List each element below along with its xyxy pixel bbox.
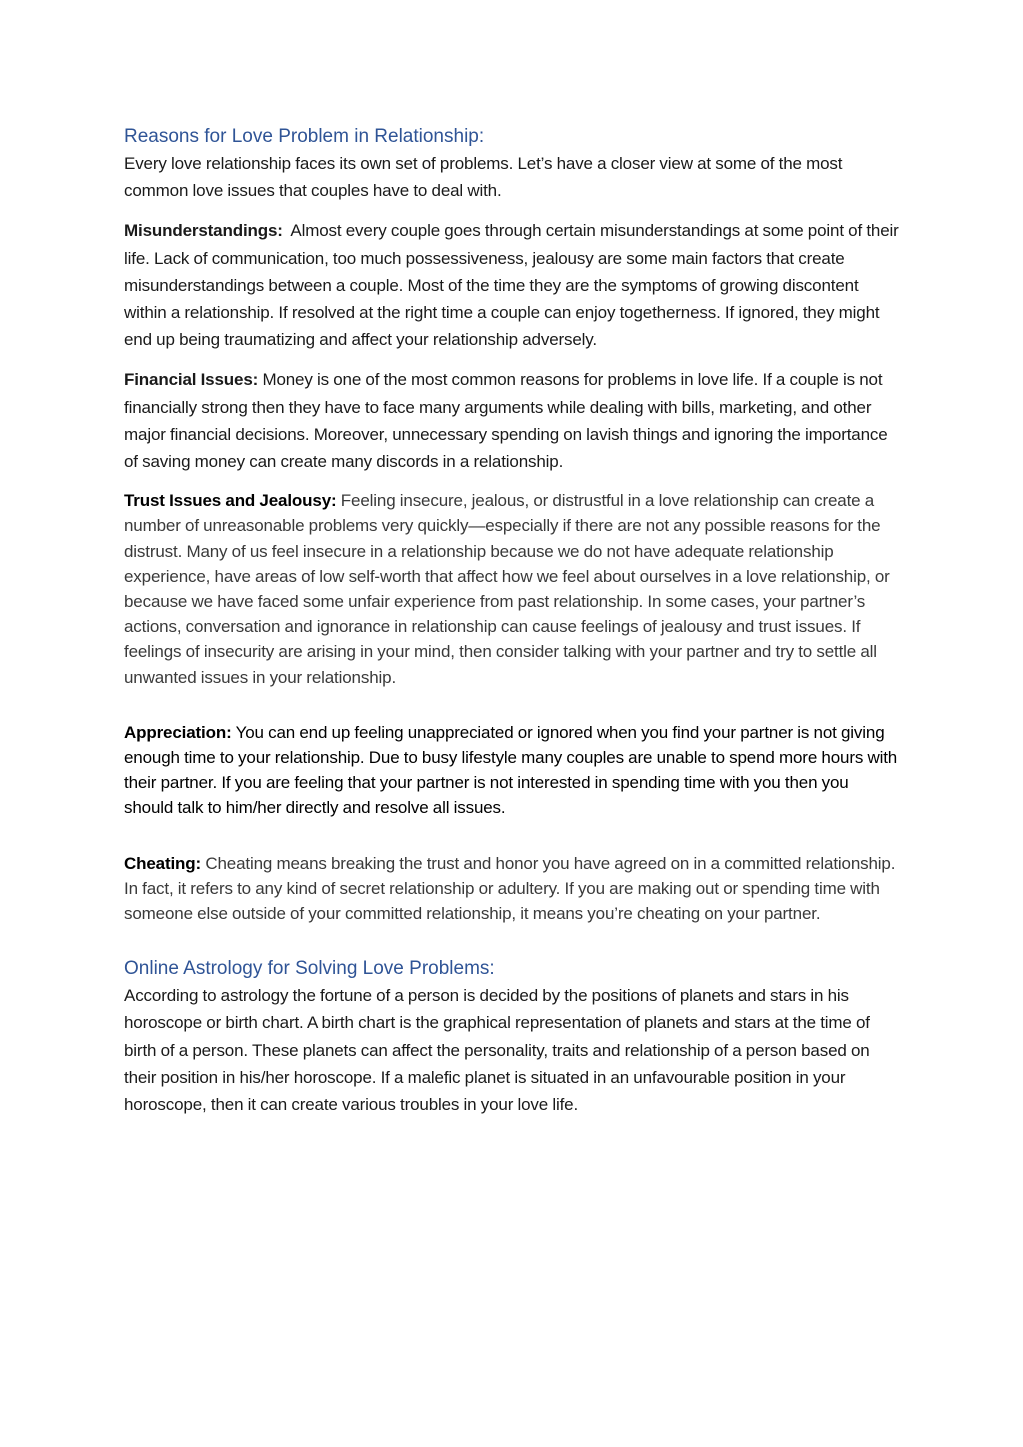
- trust-text: Feeling insecure, jealous, or distrustful in a love relationship can create a number of unreasonable problems very quickly—especially if there are not any possible reasons for the distrust. Many of us feel insecure in a relationship because we do not have adequate relationship experience, have areas of low self-worth that affect how we feel about ourselves in a love relationship, or because we have faced some unfair experience from past relationship. In some cases, your partner’s actions, conversation and ignorance in relationship can cause feelings of jealousy and trust issues. If feelings of insecurity are arising in your mind, then consider talking with your partner and try to settle all unwanted issues in your relationship.: [124, 491, 890, 687]
- cheating-paragraph: [124, 851, 899, 927]
- financial-label: Financial Issues:: [124, 370, 259, 390]
- appreciation-paragraph: [124, 720, 899, 821]
- document-page: [124, 124, 899, 1118]
- appreciation-label: Appreciation:: [124, 722, 232, 742]
- cheating-text: Cheating means breaking the trust and honor you have agreed on in a committed relationship. In fact, it refers to any kind of secret relationship or adultery. If you are making out or spending time with someone else outside of your committed relationship, it means you’re cheating on your partner.: [124, 853, 896, 924]
- trust-paragraph: [124, 488, 899, 690]
- section-heading-reasons: Reasons for Love Problem in Relationship:: [124, 126, 485, 147]
- cheating-label: Cheating:: [124, 853, 202, 873]
- misunderstandings-paragraph: [124, 217, 899, 353]
- financial-text: Money is one of the most common reasons for problems in love life. If a couple is not financially strong then they have to face many arguments while dealing with bills, marketing, and other major financial decisions. Moreover, unnecessary spending on lavish things and ignoring the importance of saving money can create many discords in a relationship.: [124, 370, 888, 472]
- astrology-paragraph: According to astrology the fortune of a person is decided by the positions of planets and stars in his horoscope or birth chart. A birth chart is the graphical representation of planets and stars at the time of birth of a person. These planets can affect the personality, traits and relationship of a person based on their position in his/her horoscope. If a malefic planet is situated in an unfavourable position in your horoscope, then it can create various troubles in your love life.: [124, 986, 870, 1115]
- section-heading-astrology: Online Astrology for Solving Love Problems:: [124, 958, 495, 980]
- appreciation-text: You can end up feeling unappreciated or ignored when you find your partner is not giving enough time to your relationship. Due to busy lifestyle many couples are unable to spend more hours with their partner. If you are feeling that your partner is not interested in spending time with you then you should talk to him/her directly and resolve all issues.: [124, 722, 898, 818]
- misunderstandings-label: Misunderstandings:: [124, 221, 283, 241]
- misunderstandings-text: Almost every couple goes through certain misunderstandings at some point of their life. Lack of communication, too much possessiveness, jealousy are some main factors that create misunderstandings between a couple. Most of the time they are the symptoms of growing discontent within a relationship. If resolved at the right time a couple can enjoy togetherness. If ignored, they might end up being traumatizing and affect your relationship adversely.: [124, 221, 899, 350]
- financial-paragraph: [124, 366, 899, 475]
- trust-label: Trust Issues and Jealousy:: [124, 491, 337, 511]
- intro-paragraph: Every love relationship faces its own set of problems. Let’s have a closer view at some of the most common love issues that couples have to deal with.: [124, 154, 843, 201]
